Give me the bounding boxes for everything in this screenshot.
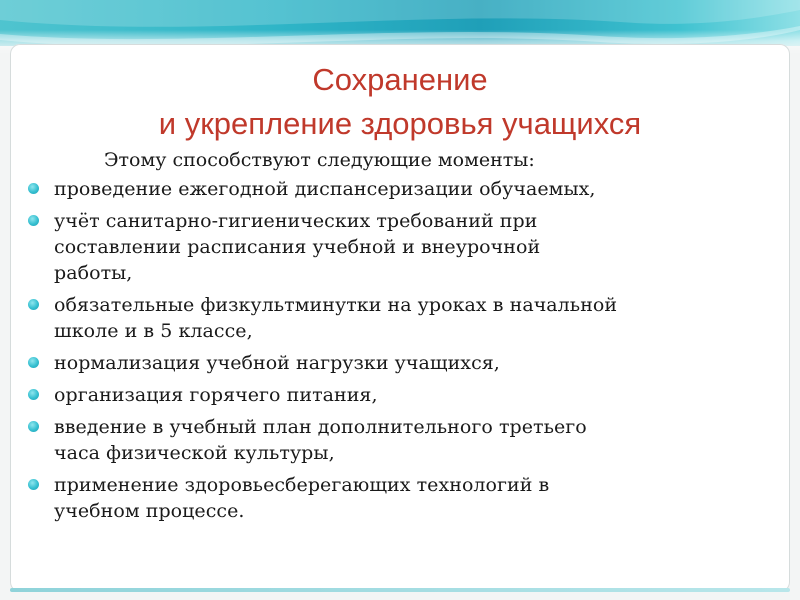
bullet-item-line: составлении расписания учебной и внеурочной: [54, 236, 541, 258]
bullet-item-line: учёт санитарно-гигиенических требований при: [54, 210, 538, 232]
bullet-item: [24, 350, 704, 376]
bullet-item: [24, 208, 704, 286]
intro-text: Этому способствуют следующие моменты:: [104, 149, 535, 171]
bullet-dot-icon: [28, 421, 39, 432]
bullet-item-line: часа физической культуры,: [54, 442, 335, 464]
bullet-item-line: школе и в 5 классе,: [54, 320, 253, 342]
bullet-item-line: работы,: [54, 262, 133, 284]
bullet-item-line: проведение ежегодной диспансеризации обучаемых,: [54, 178, 596, 200]
bullet-dot-icon: [28, 357, 39, 368]
bullet-item: [24, 414, 704, 466]
bullet-item-line: обязательные физкультминутки на уроках в начальной: [54, 294, 618, 316]
bullet-item: [24, 472, 704, 524]
bullet-dot-icon: [28, 479, 39, 490]
bullet-dot-icon: [28, 299, 39, 310]
bullet-item: [24, 382, 704, 408]
bottom-stripe: [10, 588, 790, 592]
bullet-item-line: применение здоровьесберегающих технологий в: [54, 474, 550, 496]
title-line-1: Сохранение: [312, 62, 488, 97]
bullet-item-line: введение в учебный план дополнительного третьего: [54, 416, 587, 438]
bullet-item-line: нормализация учебной нагрузки учащихся,: [54, 352, 500, 374]
bullet-dot-icon: [28, 215, 39, 226]
bullet-item: [24, 176, 704, 202]
bullet-item: [24, 292, 704, 344]
title-line-2: и укрепление здоровья учащихся: [158, 106, 642, 141]
bullet-item-line: учебном процессе.: [54, 500, 245, 522]
bullet-dot-icon: [28, 183, 39, 194]
bullet-list: [24, 176, 704, 530]
bullet-item-line: организация горячего питания,: [54, 384, 378, 406]
slide-title: [0, 58, 800, 146]
bullet-dot-icon: [28, 389, 39, 400]
